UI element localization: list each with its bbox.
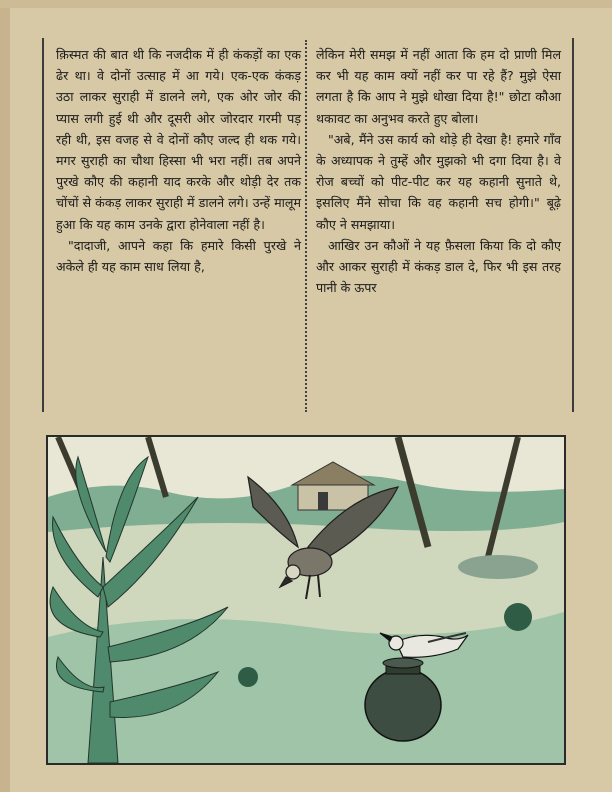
paragraph: आखिर उन कौओं ने यह फ़ैसला किया कि दो कौए और आकर सुराही में कंकड़ डाल दे, फिर भी इस तरह पानी के ऊपर xyxy=(316,237,561,296)
left-column xyxy=(56,44,301,277)
illustration-svg xyxy=(48,437,564,763)
story-illustration xyxy=(46,435,566,765)
paragraph: "अबे, मैंने उस कार्य को थोड़े ही देखा है! हमारे गाँव के अध्यापक ने तुम्हें और मुझको भी दगा दिया है। वे रोज बच्चों को पीट-पीट कर यह कहानी सुनाते थे, इसलिए मैंने सोचा कि वह कहानी सच होगी।" बूढ़े कौए ने समझाया। xyxy=(316,131,561,232)
paragraph: क़िस्मत की बात थी कि नजदीक में ही कंकड़ों का एक ढेर था। वे दोनों उत्साह में आ गये। एक-एक कंकड़ उठा लाकर सुराही में डालने लगे, एक ओर जोर की प्यास लगी हुई थी और दूसरी ओर जोरदार गरमी पड़ रही थी, इस वजह से वे दोनों कौए जल्द ही थक गये। मगर सुराही का चौथा हिस्सा भी भरा नहीं। तब अपने पुरखे कौए की कहानी याद करके और थोड़ी देर तक चोंचों से कंकड़ लाकर सुराही में डालने लगे। उन्हें मालूम हुआ कि यह काम उनके द्वारा होनेवाला नहीं है। xyxy=(56,47,301,232)
page-edge xyxy=(0,0,10,792)
paragraph: लेकिन मेरी समझ में नहीं आता कि हम दो प्राणी मिल कर भी यह काम क्यों नहीं कर पा रहे हैं? मुझे ऐसा लगता है कि आप ने मुझे धोखा दिया है!" छोटा कौआ थकावट का अनुभव करते हुए बोला। xyxy=(316,47,561,126)
page-edge-top xyxy=(0,0,612,8)
right-column xyxy=(316,44,561,298)
paragraph: "दादाजी, आपने कहा कि हमारे किसी पुरखे ने अकेले ही यह काम साध लिया है, xyxy=(56,237,301,275)
column-divider xyxy=(305,40,309,412)
